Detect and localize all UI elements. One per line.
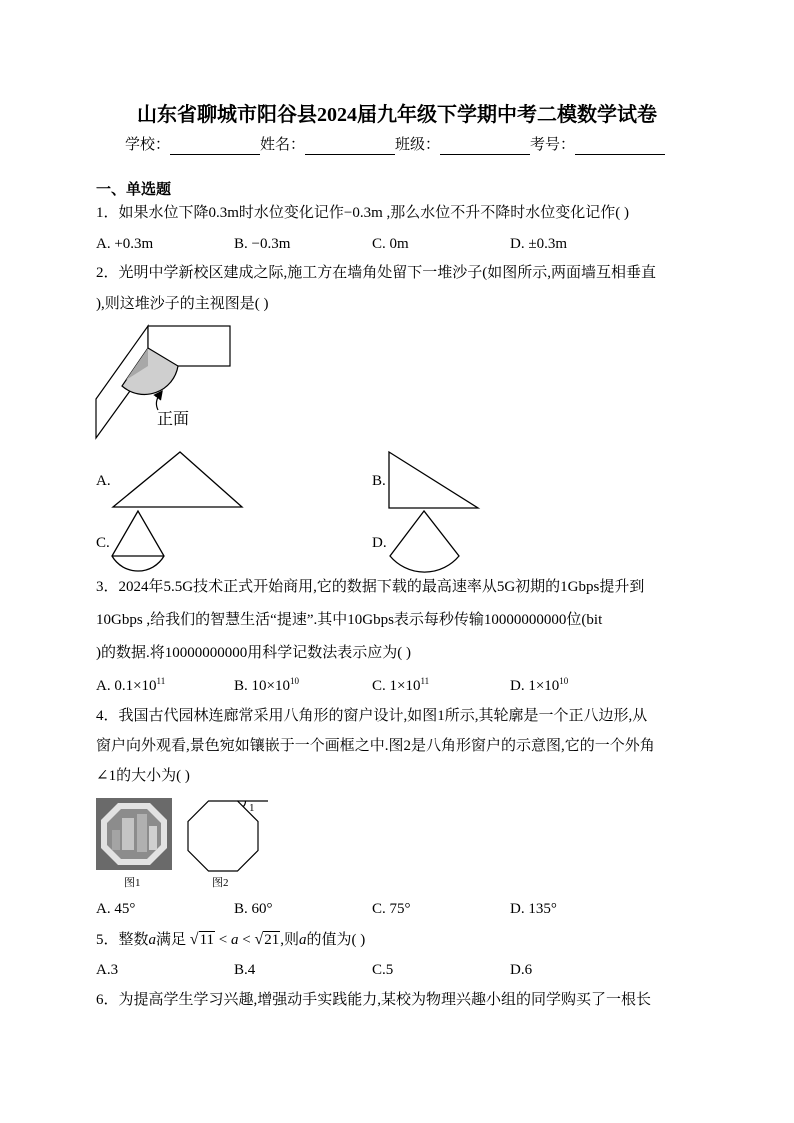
q3-option-a-exponent: 11 <box>156 676 166 686</box>
q2-option-d-sector <box>390 511 459 572</box>
class-label: 班级： <box>395 137 441 153</box>
q4-option-b[interactable]: B. 60° <box>234 901 273 917</box>
q3-option-c-base: C. 1×10 <box>372 678 421 694</box>
angle-1-label: 1 <box>249 802 255 814</box>
right-wall <box>148 326 230 366</box>
exam-title: 山东省聊城市阳谷县2024届九年级下学期中考二模数学试卷 <box>137 104 657 126</box>
q4-octagon-diagram <box>188 801 268 871</box>
q5-stem <box>96 930 365 950</box>
q4-option-a[interactable]: A. 45° <box>96 901 136 917</box>
q3-option-a[interactable] <box>96 676 165 696</box>
q5-text-3: ,则 <box>280 932 300 948</box>
q3-option-a-base: A. 0.1×10 <box>96 678 157 694</box>
q2-option-d[interactable]: D. <box>372 535 387 551</box>
school-label: 学校： <box>125 137 171 153</box>
name-blank[interactable] <box>305 138 395 155</box>
left-wall <box>96 326 148 438</box>
exam-number-blank[interactable] <box>575 138 665 155</box>
q3-stem-line-1: 3．2024年5.5G技术正式开始商用,它的数据下载的最高速率从5G初期的1Gbps提升到 <box>96 579 645 595</box>
front-view-arrow <box>156 394 160 410</box>
q5-option-c[interactable]: C.5 <box>372 962 394 978</box>
class-blank[interactable] <box>440 138 530 155</box>
q5-number: 5． <box>96 932 119 948</box>
q3-option-d[interactable] <box>510 676 568 696</box>
school-blank[interactable] <box>170 138 260 155</box>
q2-option-c[interactable]: C. <box>96 535 110 551</box>
q5-text-4: 的值为( ) <box>306 932 366 948</box>
q1-option-a[interactable]: A. +0.3m <box>96 236 154 252</box>
q5-option-b[interactable]: B.4 <box>234 962 256 978</box>
q3-option-c[interactable] <box>372 676 429 696</box>
q5-variable: a <box>148 932 157 948</box>
q4-stem-line-2: 窗户向外观看,景色宛如镶嵌于一个画框之中.图2是八角形窗户的示意图,它的一个外角 <box>96 738 655 754</box>
q1-option-c[interactable]: C. 0m <box>372 236 409 252</box>
q2-stem-line-1: 2．光明中学新校区建成之际,施工方在墙角处留下一堆沙子(如图所示,两面墙互相垂直 <box>96 265 656 281</box>
sand-pile <box>122 348 178 394</box>
front-view-label: 正面 <box>157 411 190 428</box>
q5-option-a[interactable]: A.3 <box>96 962 119 978</box>
angle-1-arc <box>243 801 245 807</box>
q2-option-b[interactable]: B. <box>372 473 386 489</box>
q4-option-d[interactable]: D. 135° <box>510 901 557 917</box>
q5-variable: a <box>299 932 307 948</box>
q5-text-2: 满足 <box>156 932 187 948</box>
q3-option-c-exponent: 11 <box>420 676 430 686</box>
q2-figure-wall-sand <box>96 326 230 438</box>
name-label: 姓名： <box>260 137 306 153</box>
figure-1-caption: 图1 <box>124 877 141 889</box>
q3-stem-line-2: 10Gbps ,给我们的智慧生活“提速”.其中10Gbps表示每秒传输10000000000位(bit <box>96 612 603 628</box>
q4-stem-line-3: ∠1的大小为( ) <box>96 768 190 784</box>
q3-option-b-base: B. 10×10 <box>234 678 290 694</box>
q1-option-b[interactable]: B. −0.3m <box>234 236 291 252</box>
sand-pile-shadow <box>126 348 148 380</box>
q4-option-c[interactable]: C. 75° <box>372 901 411 917</box>
q3-option-d-exponent: 10 <box>559 676 569 686</box>
q3-option-b[interactable] <box>234 676 299 696</box>
student-info-line <box>125 135 665 155</box>
less-than: < <box>242 932 251 948</box>
q5-option-d[interactable]: D.6 <box>510 962 533 978</box>
q5-variable: a <box>231 932 239 948</box>
radical-sign: √ <box>254 931 264 948</box>
q2-option-b-right-triangle <box>389 452 478 508</box>
q1-option-d[interactable]: D. ±0.3m <box>510 236 567 252</box>
figure-2-caption: 图2 <box>212 877 229 889</box>
q4-stem-line-1: 4．我国古代园林连廊常采用八角形的窗户设计,如图1所示,其轮廓是一个正八边形,从 <box>96 708 648 724</box>
q2-option-a[interactable]: A. <box>96 473 111 489</box>
q4-window-photo <box>96 798 172 870</box>
q6-stem-line-1: 6．为提高学生学习兴趣,增强动手实践能力,某校为物理兴趣小组的同学购买了一根长 <box>96 992 652 1008</box>
exam-number-label: 考号： <box>530 137 576 153</box>
radicand-1: 11 <box>199 932 215 948</box>
section-heading: 一、单选题 <box>96 182 172 198</box>
q2-option-c-sector <box>112 511 164 571</box>
radicand-2: 21 <box>264 932 280 948</box>
q5-text-1: 整数 <box>118 932 149 948</box>
q3-option-d-base: D. 1×10 <box>510 678 560 694</box>
q2-option-a-triangle <box>113 452 242 507</box>
less-than: < <box>218 932 228 948</box>
q3-stem-line-3: )的数据.将10000000000用科学记数法表示应为( ) <box>96 645 411 661</box>
q1-stem: 1．如果水位下降0.3m时水位变化记作−0.3m ,那么水位不升不降时水位变化记作( ) <box>96 205 630 221</box>
radical-sign: √ <box>189 931 199 948</box>
q2-stem-line-2: ),则这堆沙子的主视图是( ) <box>96 296 269 312</box>
q3-option-b-exponent: 10 <box>289 676 299 686</box>
